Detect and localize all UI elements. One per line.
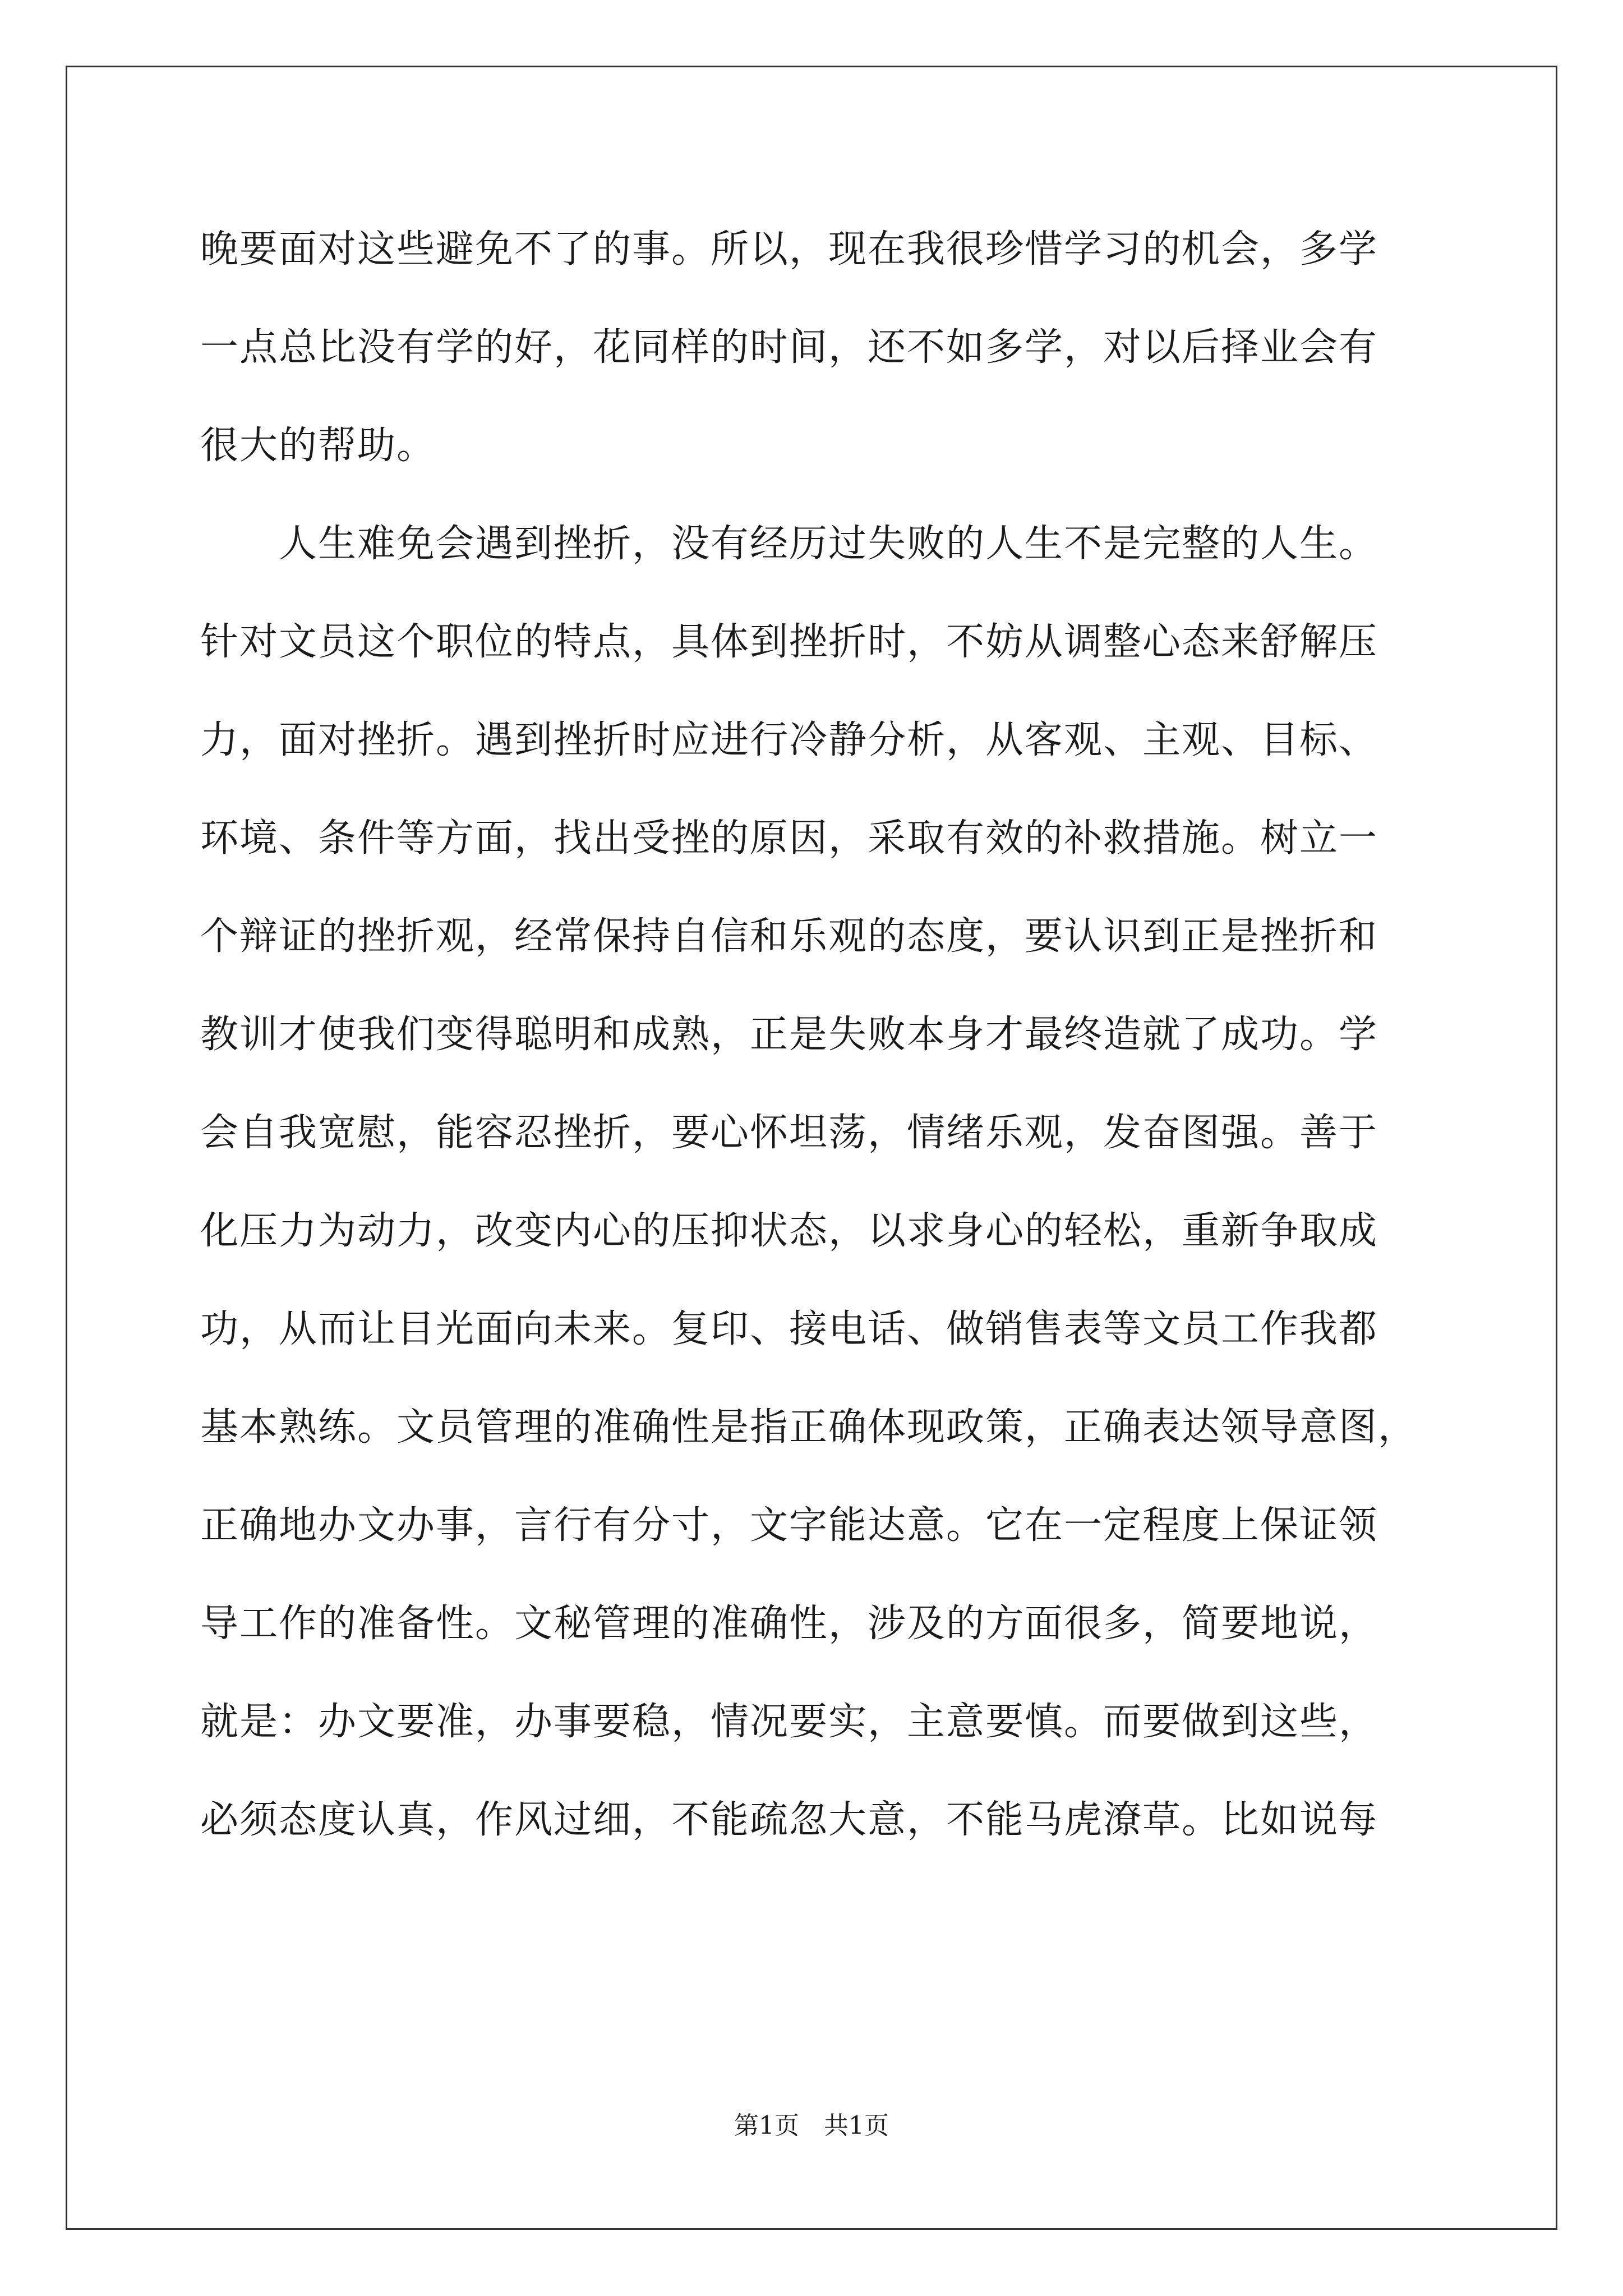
text-line-9: 教训才使我们变得聪明和成熟，正是失败本身才最终造就了成功。学: [200, 1013, 1378, 1057]
text-line-8: 个辩证的挫折观，经常保持自信和乐观的态度，要认识到正是挫折和: [200, 914, 1378, 959]
text-line-14: 正确地办文办事，言行有分寸，文字能达意。它在一定程度上保证领: [200, 1503, 1378, 1548]
document-body: [200, 208, 1468, 1876]
text-line-13: 基本熟练。文员管理的准确性是指正确体现政策，正确表达领导意图，: [200, 1405, 1418, 1450]
text-line-12: 功，从而让目光面向未来。复印、接电话、做销售表等文员工作我都: [200, 1307, 1378, 1351]
text-line-6: 力，面对挫折。遇到挫折时应进行冷静分析，从客观、主观、目标、: [200, 718, 1378, 762]
text-line-2: 一点总比没有学的好，花同样的时间，还不如多学，对以后择业会有: [200, 325, 1378, 370]
text-line-5: 针对文员这个职位的特点，具体到挫折时，不妨从调整心态来舒解压: [200, 620, 1378, 664]
text-line-7: 环境、条件等方面，找出受挫的原因，采取有效的补救措施。树立一: [200, 816, 1378, 861]
text-line-4: 人生难免会遇到挫折，没有经历过失败的人生不是完整的人生。: [279, 522, 1378, 566]
text-line-11: 化压力为动力，改变内心的压抑状态，以求身心的轻松，重新争取成: [200, 1209, 1378, 1253]
page-footer: 第1页 共1页: [734, 2111, 889, 2140]
text-line-17: 必须态度认真，作风过细，不能疏忽大意，不能马虎潦草。比如说每: [200, 1798, 1378, 1842]
text-line-16: 就是：办文要准，办事要稳，情况要实，主意要慎。而要做到这些，: [200, 1700, 1378, 1744]
text-line-1: 晚要面对这些避免不了的事。所以，现在我很珍惜学习的机会，多学: [200, 227, 1378, 272]
text-line-3: 很大的帮助。: [200, 424, 436, 468]
text-line-10: 会自我宽慰，能容忍挫折，要心怀坦荡，情绪乐观，发奋图强。善于: [200, 1111, 1378, 1155]
text-line-15: 导工作的准备性。文秘管理的准确性，涉及的方面很多，简要地说，: [200, 1602, 1378, 1646]
